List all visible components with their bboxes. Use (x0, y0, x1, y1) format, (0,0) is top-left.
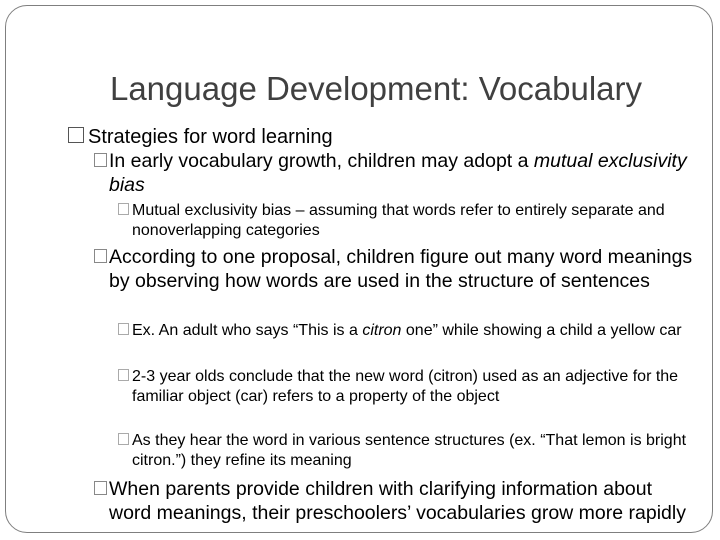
bullet-parents (94, 477, 699, 525)
bullet-mutual-exclusivity (94, 149, 699, 197)
sub-bullet-conclusion (118, 367, 702, 407)
bullet-box-icon (118, 323, 129, 335)
sub-bullet-example (118, 321, 702, 341)
point3-text: When parents provide children with clarifying information about word meanings, their preschoolers’ vocabularies grow more rapidly (109, 478, 686, 524)
definition-term: Mutual exclusivity bias (132, 202, 292, 219)
example-suffix: one” while showing a child a yellow car (401, 322, 682, 339)
bullet-box-icon (94, 249, 107, 263)
slide-frame (5, 5, 713, 533)
bullet-box-icon (94, 481, 107, 495)
bullet-box-icon (118, 433, 129, 445)
bullet-box-icon (118, 369, 129, 381)
point2-text: According to one proposal, children figure out many word meanings by observing how words are used in the structure of sentences (109, 246, 693, 292)
refine-text: As they hear the word in various sentence structures (ex. “That lemon is bright citron.”) they refine its meaning (132, 432, 687, 469)
example-prefix: Ex. An adult who says “This is a (132, 322, 363, 339)
example-emphasis: citron (362, 322, 402, 339)
definition-text: – assuming that words refer to entirely separate and nonoverlapping categories (132, 202, 665, 239)
bullet-box-icon (68, 127, 84, 143)
slide-title: Language Development: Vocabulary (109, 70, 643, 107)
point1-emphasis: mutual exclusivity bias (109, 150, 687, 196)
point1-text: In early vocabulary growth, children may adopt a (109, 150, 534, 172)
bullet-box-icon (94, 153, 107, 167)
bullet-box-icon (118, 203, 129, 215)
main-bullet-text: Strategies for word learning (88, 126, 333, 148)
sub-bullet-refine (118, 431, 702, 471)
conclusion-text: 2-3 year olds conclude that the new word (citron) used as an adjective for the familiar object (car) refers to a property of the object (132, 368, 679, 405)
sub-bullet-definition (118, 201, 702, 241)
bullet-sentence-structure (94, 245, 699, 293)
main-bullet (68, 125, 333, 149)
